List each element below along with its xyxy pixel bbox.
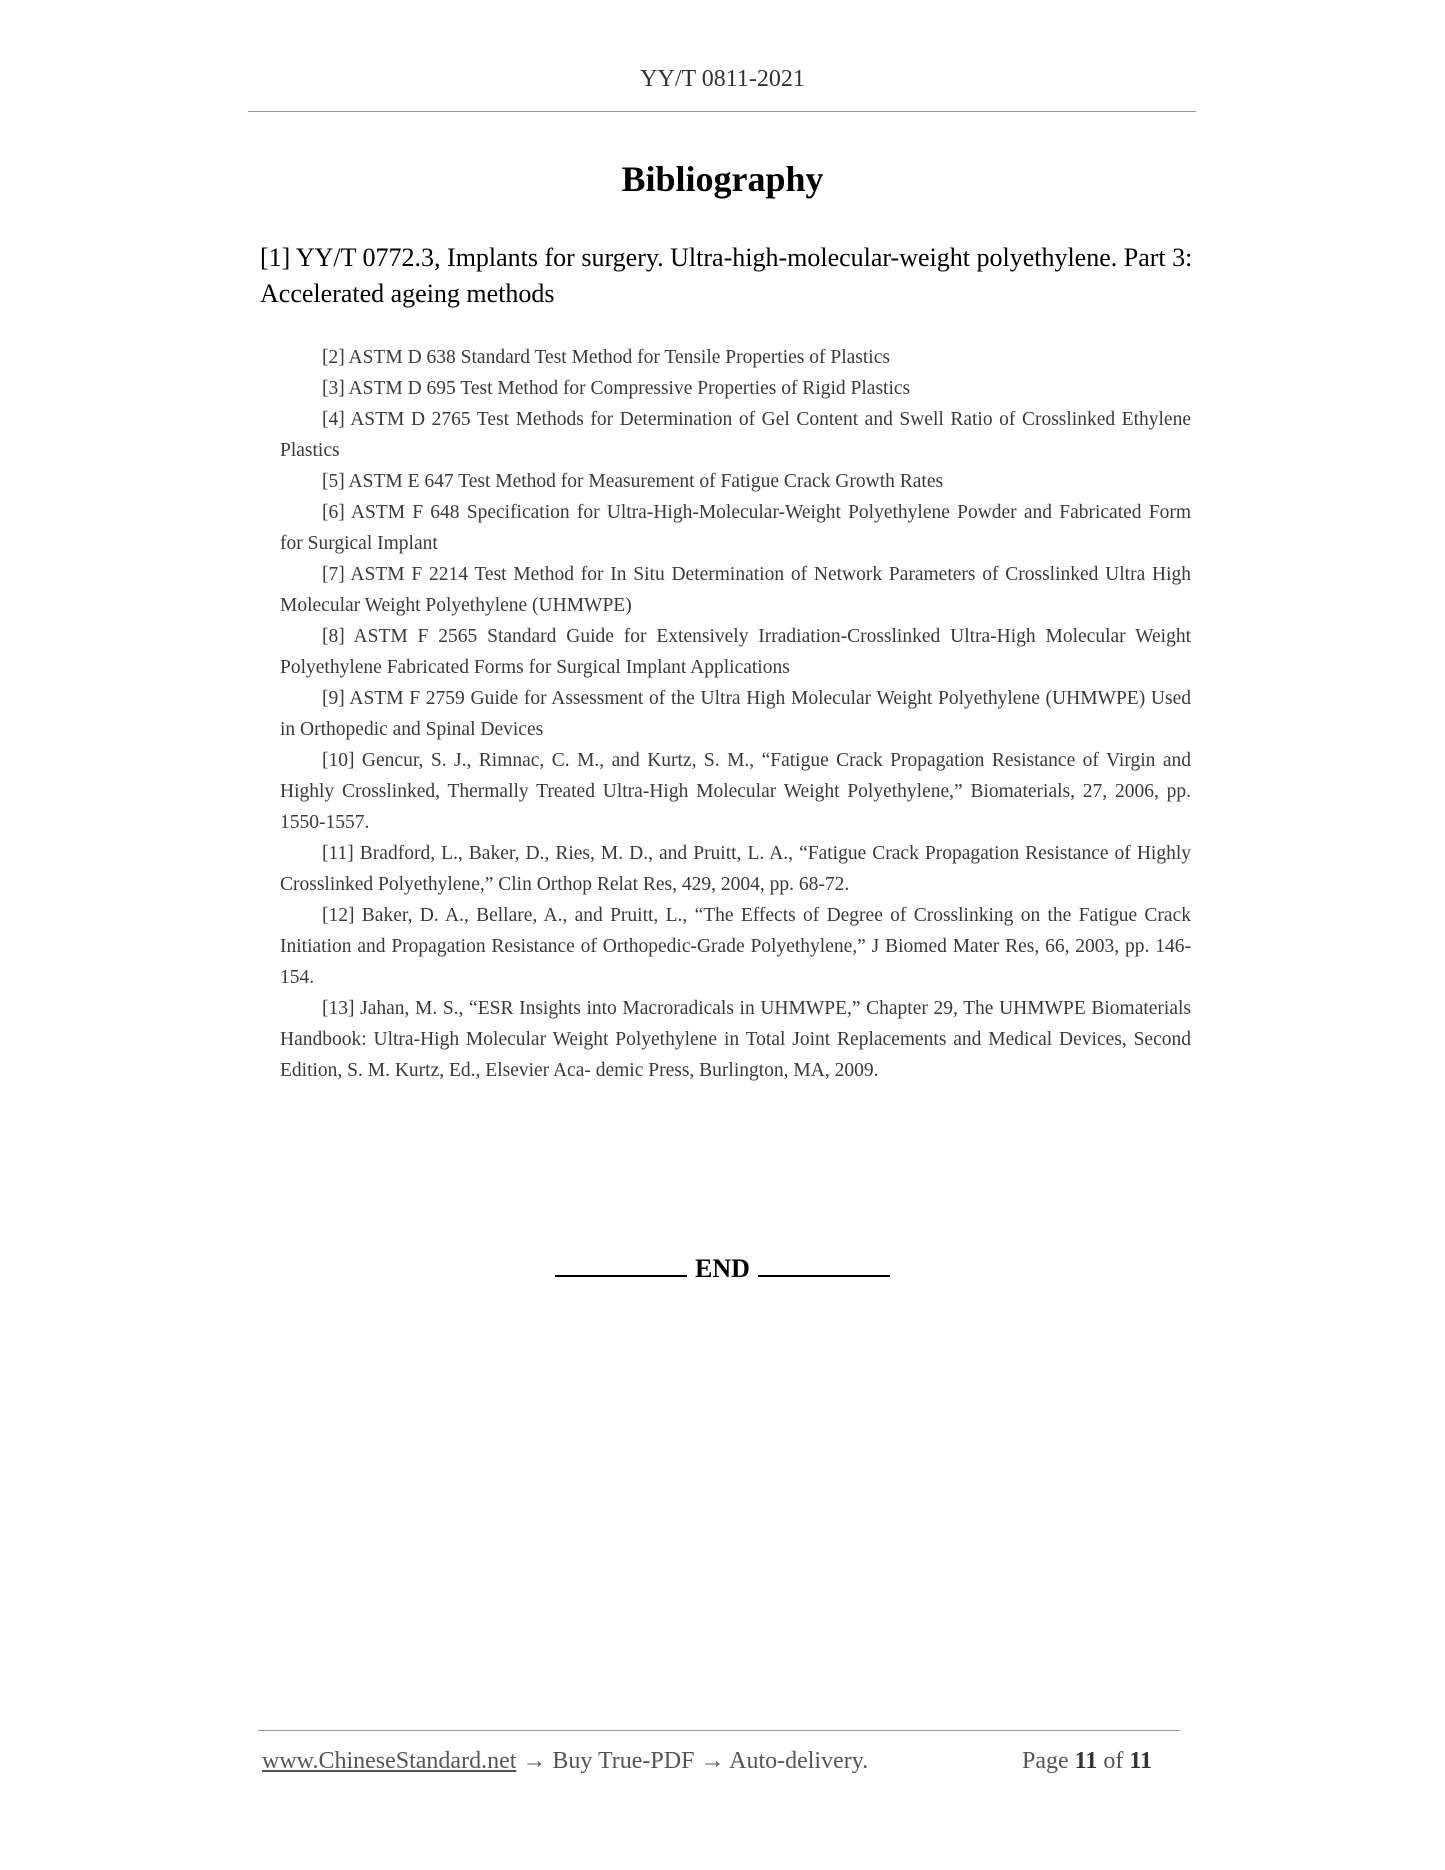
page-total: 11 [1129, 1748, 1153, 1774]
page-number [1022, 1748, 1152, 1775]
footer-divider [258, 1730, 1180, 1731]
end-label: END [695, 1254, 750, 1283]
website-link[interactable]: www.ChineseStandard.net [262, 1748, 517, 1774]
reference-10: [10] Gencur, S. J., Rimnac, C. M., and Kurtz, S. M., “Fatigue Crack Propagation Resistance of Virgin and Highly Crosslinked, Thermally Treated Ultra-High Molecular Weight Polyethylene,” Biomaterials, 27, 2006, pp. 1550-1557. [280, 750, 1191, 833]
reference-9: [9] ASTM F 2759 Guide for Assessment of the Ultra High Molecular Weight Polyethylene (UHMWPE) Used in Orthopedic and Spinal Devices [280, 688, 1191, 740]
reference-1: [1] YY/T 0772.3, Implants for surgery. Ultra-high-molecular-weight polyethylene. Part 3: Accelerated ageing methods [260, 243, 1193, 308]
reference-5: [5] ASTM E 647 Test Method for Measurement of Fatigue Crack Growth Rates [322, 471, 944, 492]
reference-8: [8] ASTM F 2565 Standard Guide for Extensively Irradiation-Crosslinked Ultra-High Molecular Weight Polyethylene Fabricated Forms for Surgical Implant Applications [280, 626, 1191, 678]
footer-promo [262, 1748, 868, 1775]
reference-13: [13] Jahan, M. S., “ESR Insights into Macroradicals in UHMWPE,” Chapter 29, The UHMWPE Biomaterials Handbook: Ultra-High Molecular Weight Polyethylene in Total Joint Replacements and Medical Devices, Second Edition, S. M. Kurtz, Ed., Elsevier Aca- demic Press, Burlington, MA, 2009. [280, 998, 1191, 1081]
page-label: Page [1022, 1748, 1069, 1774]
end-marker [0, 1253, 1445, 1284]
reference-3: [3] ASTM D 695 Test Method for Compressive Properties of Rigid Plastics [322, 378, 911, 399]
page-title: Bibliography [621, 159, 824, 199]
end-line-right [758, 1253, 890, 1277]
reference-list [280, 342, 1191, 1086]
reference-7: [7] ASTM F 2214 Test Method for In Situ Determination of Network Parameters of Crosslinked Ultra High Molecular Weight Polyethylene (UHMWPE) [280, 564, 1191, 616]
end-line-left [555, 1253, 687, 1277]
header-divider [248, 111, 1196, 112]
page-current: 11 [1074, 1748, 1098, 1774]
reference-6: [6] ASTM F 648 Specification for Ultra-High-Molecular-Weight Polyethylene Powder and Fabricated Form for Surgical Implant [280, 502, 1191, 554]
reference-2: [2] ASTM D 638 Standard Test Method for Tensile Properties of Plastics [322, 347, 890, 368]
reference-11: [11] Bradford, L., Baker, D., Ries, M. D., and Pruitt, L. A., “Fatigue Crack Propagation Resistance of Highly Crosslinked Polyethylene,” Clin Orthop Relat Res, 429, 2004, pp. 68-72. [280, 843, 1191, 895]
footer-promo-text: → Buy True-PDF → Auto-delivery. [522, 1748, 869, 1774]
reference-12: [12] Baker, D. A., Bellare, A., and Pruitt, L., “The Effects of Degree of Crosslinking on the Fatigue Crack Initiation and Propagation Resistance of Orthopedic-Grade Polyethylene,” J Biomed Mater Res, 66, 2003, pp. 146-154. [280, 905, 1191, 988]
of-label: of [1103, 1748, 1124, 1774]
reference-4: [4] ASTM D 2765 Test Methods for Determination of Gel Content and Swell Ratio of Crosslinked Ethylene Plastics [280, 409, 1191, 461]
document-code: YY/T 0811-2021 [640, 66, 805, 92]
